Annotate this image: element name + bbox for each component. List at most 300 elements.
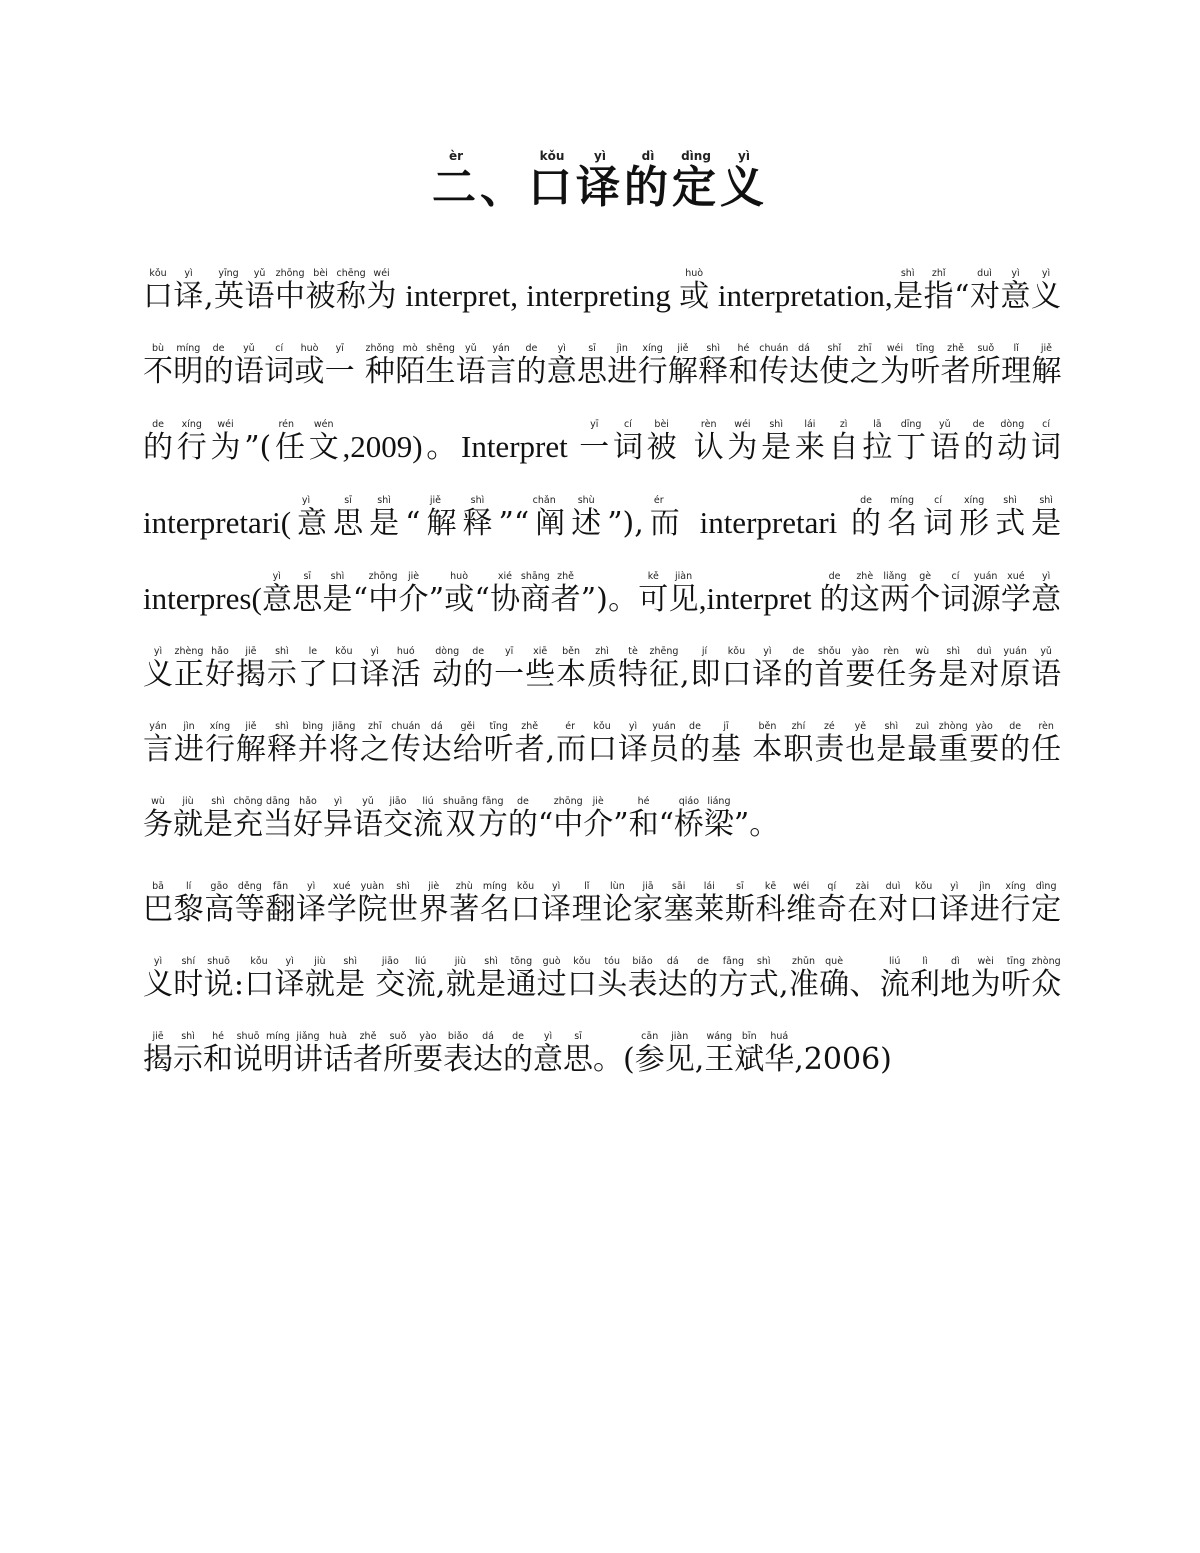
pinyin: yán <box>486 343 517 354</box>
punctuation: ”)。 <box>580 582 639 617</box>
document-body <box>143 258 1061 1097</box>
hanzi: 在 <box>847 892 878 927</box>
pinyin: zhě <box>514 721 545 732</box>
hanzi-with-pinyin <box>476 956 507 1002</box>
hanzi: 科 <box>755 892 787 927</box>
hanzi-with-pinyin <box>1031 881 1062 927</box>
hanzi-with-pinyin <box>143 419 177 465</box>
hanzi: 口 <box>908 892 940 927</box>
pinyin: jiù <box>173 796 203 807</box>
pinyin: yì <box>143 956 174 967</box>
hanzi: 释 <box>698 354 729 389</box>
pinyin: yuán <box>970 571 1001 582</box>
hanzi: 莱 <box>694 892 725 927</box>
pinyin: kǒu <box>587 721 618 732</box>
hanzi: 词 <box>923 506 960 541</box>
pinyin: yǔ <box>929 419 960 430</box>
hanzi: 名 <box>479 892 511 927</box>
pinyin: jiàn <box>664 1031 695 1042</box>
hanzi: 活 <box>390 657 422 692</box>
pinyin: rèn <box>693 419 724 430</box>
punctuation <box>680 430 693 465</box>
hanzi: 要 <box>413 1042 443 1077</box>
pinyin: rén <box>271 419 302 430</box>
hanzi-with-pinyin <box>1000 956 1032 1002</box>
hanzi-with-pinyin <box>816 881 848 927</box>
hanzi: 原 <box>1000 657 1032 692</box>
hanzi: 可 <box>638 582 669 617</box>
punctuation <box>355 354 365 389</box>
pinyin: jiě <box>420 495 451 506</box>
hanzi: 表 <box>443 1042 473 1077</box>
punctuation: “ <box>537 807 554 842</box>
pinyin: fāng <box>477 796 508 807</box>
pinyin: jìn <box>173 721 204 732</box>
pinyin: huá <box>764 1031 795 1042</box>
hanzi-with-pinyin <box>477 796 508 842</box>
hanzi: 就 <box>445 967 477 1002</box>
pinyin: jiāo <box>375 956 406 967</box>
hanzi: 为 <box>970 967 1001 1002</box>
hanzi: 务 <box>143 807 173 842</box>
hanzi: 是 <box>1031 506 1062 541</box>
hanzi-with-pinyin <box>357 881 388 927</box>
pinyin: shuō <box>233 1031 263 1042</box>
hanzi-with-pinyin <box>969 881 1001 927</box>
hanzi-with-pinyin <box>612 419 647 465</box>
pinyin: zhōng <box>368 571 399 582</box>
hanzi-with-pinyin <box>849 343 880 389</box>
hanzi-with-pinyin <box>483 721 515 767</box>
pinyin: yì <box>720 149 768 163</box>
pinyin: wéi <box>879 343 910 354</box>
punctuation: ( <box>623 1042 635 1077</box>
latin-text: interpret, interpreting <box>397 278 680 313</box>
hanzi-with-pinyin <box>204 881 235 927</box>
hanzi-with-pinyin <box>710 721 742 767</box>
hanzi-with-pinyin <box>758 343 790 389</box>
pinyin: hé <box>728 343 759 354</box>
pinyin: jiē <box>143 1031 173 1042</box>
hanzi-with-pinyin <box>724 881 756 927</box>
hanzi: 所 <box>383 1042 413 1077</box>
hanzi-with-pinyin <box>520 571 551 617</box>
hanzi: 解 <box>1031 354 1062 389</box>
punctuation <box>422 657 433 692</box>
hanzi: 明 <box>263 1042 293 1077</box>
punctuation: “ <box>474 582 490 617</box>
pinyin: shí <box>173 956 204 967</box>
pinyin: děng <box>234 881 265 892</box>
hanzi: 任 <box>1031 732 1062 767</box>
pinyin: zhèng <box>173 646 204 657</box>
pinyin: tīng <box>483 721 514 732</box>
pinyin: zhǔn <box>788 956 819 967</box>
hanzi: 质 <box>587 657 619 692</box>
pinyin: wéi <box>786 881 817 892</box>
pinyin: sī <box>292 571 323 582</box>
hanzi-with-pinyin <box>383 1031 413 1077</box>
latin-text: interpretari( <box>143 505 292 540</box>
latin-text: interpretari <box>685 505 852 540</box>
hanzi: 生 <box>425 354 456 389</box>
pinyin: lái <box>694 881 725 892</box>
pinyin: cí <box>940 571 971 582</box>
pinyin: ér <box>555 721 586 732</box>
hanzi: 而 <box>643 506 686 541</box>
pinyin: lā <box>862 419 893 430</box>
hanzi-with-pinyin <box>525 646 557 692</box>
hanzi-with-pinyin <box>266 721 298 767</box>
hanzi: 职 <box>783 732 815 767</box>
hanzi: 者 <box>550 582 581 617</box>
hanzi-with-pinyin <box>910 343 941 389</box>
hanzi: 的 <box>463 657 495 692</box>
pinyin: xié <box>489 571 520 582</box>
hanzi-with-pinyin <box>443 1031 473 1077</box>
hanzi-with-pinyin <box>353 796 383 842</box>
pinyin: liǎng <box>879 571 910 582</box>
hanzi: 黎 <box>173 892 205 927</box>
hanzi: 是 <box>476 967 507 1002</box>
pinyin: shì <box>995 495 1026 506</box>
pinyin: zhǐ <box>923 268 954 279</box>
pinyin: yǔ <box>244 268 275 279</box>
hanzi: 表 <box>627 967 658 1002</box>
hanzi-with-pinyin <box>455 343 487 389</box>
pinyin: jiā <box>633 881 664 892</box>
pinyin: yǔ <box>233 343 264 354</box>
pinyin: chuán <box>758 343 789 354</box>
punctuation: ”), <box>607 506 644 541</box>
hanzi-with-pinyin <box>369 495 406 541</box>
hanzi: 的 <box>1000 732 1032 767</box>
hanzi-with-pinyin <box>679 268 710 314</box>
hanzi-with-pinyin <box>383 796 413 842</box>
pinyin: kǒu <box>908 881 939 892</box>
hanzi: 的 <box>963 430 998 465</box>
hanzi-with-pinyin <box>173 956 204 1002</box>
hanzi-with-pinyin <box>143 721 174 767</box>
hanzi: 个 <box>910 582 941 617</box>
hanzi: 定 <box>672 162 720 213</box>
hanzi-with-pinyin <box>819 571 850 617</box>
hanzi-with-pinyin <box>627 956 658 1002</box>
hanzi-with-pinyin <box>425 343 456 389</box>
hanzi: 了 <box>297 657 329 692</box>
hanzi: 二 <box>432 162 480 213</box>
hanzi-with-pinyin <box>828 419 863 465</box>
hanzi-with-pinyin <box>959 495 996 541</box>
hanzi-with-pinyin <box>879 571 911 617</box>
hanzi-with-pinyin <box>1031 343 1062 389</box>
pinyin: liú <box>405 956 436 967</box>
hanzi-with-pinyin <box>862 419 897 465</box>
pinyin: yì <box>1031 268 1061 279</box>
hanzi-with-pinyin <box>1031 646 1062 692</box>
pinyin: zhí <box>783 721 814 732</box>
hanzi-with-pinyin <box>579 419 613 465</box>
hanzi: 一 <box>579 430 613 465</box>
hanzi-with-pinyin <box>637 343 668 389</box>
pinyin: yī <box>324 343 355 354</box>
hanzi: 对 <box>969 657 1001 692</box>
punctuation: ” <box>498 506 514 541</box>
hanzi-with-pinyin <box>308 419 343 465</box>
hanzi-with-pinyin <box>602 881 633 927</box>
pinyin: tōng <box>506 956 537 967</box>
hanzi: 文 <box>308 430 343 465</box>
pinyin: yì <box>533 1031 563 1042</box>
hanzi: 译 <box>576 162 624 213</box>
hanzi: 对 <box>878 892 909 927</box>
pinyin: sāi <box>663 881 694 892</box>
hanzi-with-pinyin <box>421 721 453 767</box>
hanzi: 见 <box>664 1042 695 1077</box>
pinyin: kǒu <box>528 149 576 163</box>
pinyin: wéi <box>366 268 397 279</box>
punctuation: , <box>435 967 446 1002</box>
hanzi: 词 <box>612 430 647 465</box>
hanzi: 进 <box>969 892 1001 927</box>
pinyin: běn <box>752 721 783 732</box>
hanzi-with-pinyin <box>418 881 450 927</box>
hanzi: 论 <box>602 892 633 927</box>
hanzi-with-pinyin <box>204 721 236 767</box>
hanzi: 之 <box>849 354 880 389</box>
hanzi: 的 <box>679 732 711 767</box>
punctuation: ” <box>428 582 445 617</box>
hanzi-with-pinyin <box>473 1031 503 1077</box>
hanzi-with-pinyin <box>463 646 495 692</box>
hanzi-with-pinyin <box>143 646 174 692</box>
hanzi: 特 <box>618 657 649 692</box>
pinyin: liáng <box>703 796 734 807</box>
hanzi: 异 <box>323 807 353 842</box>
hanzi: 桥 <box>673 807 704 842</box>
pinyin: kǒu <box>244 956 274 967</box>
hanzi-with-pinyin <box>203 956 234 1002</box>
hanzi: 式 <box>995 506 1032 541</box>
hanzi-with-pinyin <box>335 956 366 1002</box>
pinyin: zhòng <box>938 721 969 732</box>
hanzi: 责 <box>814 732 846 767</box>
hanzi: 中 <box>275 279 306 314</box>
hanzi-with-pinyin <box>328 721 360 767</box>
hanzi-with-pinyin <box>643 495 686 541</box>
latin-text: ,2009)。Interpret <box>342 429 580 464</box>
hanzi: 准 <box>788 967 820 1002</box>
hanzi: 达 <box>473 1042 503 1077</box>
hanzi: 斌 <box>734 1042 765 1077</box>
hanzi-with-pinyin <box>266 646 298 692</box>
pinyin: yán <box>143 721 173 732</box>
hanzi: 利 <box>910 967 941 1002</box>
hanzi-with-pinyin <box>938 721 970 767</box>
hanzi-with-pinyin <box>364 343 396 389</box>
punctuation: , <box>545 732 556 767</box>
pinyin: jiě <box>235 721 266 732</box>
hanzi-with-pinyin <box>390 646 422 692</box>
hanzi-with-pinyin <box>939 881 970 927</box>
pinyin: zhě <box>940 343 971 354</box>
pinyin: jiě <box>1031 343 1062 354</box>
hanzi: 商 <box>520 582 551 617</box>
pinyin: wù <box>143 796 173 807</box>
hanzi-with-pinyin <box>556 646 588 692</box>
pinyin: rèn <box>1031 721 1062 732</box>
pinyin: yì <box>274 956 305 967</box>
pinyin: cí <box>923 495 954 506</box>
hanzi: 流 <box>413 807 443 842</box>
pinyin: lǐ <box>571 881 602 892</box>
hanzi: 是 <box>322 582 353 617</box>
hanzi-with-pinyin <box>969 721 1001 767</box>
hanzi: 口 <box>143 279 174 314</box>
pinyin: shì <box>173 1031 203 1042</box>
hanzi-with-pinyin <box>486 343 517 389</box>
hanzi: 任 <box>876 657 908 692</box>
hanzi-with-pinyin <box>398 571 429 617</box>
pinyin: lùn <box>602 881 633 892</box>
hanzi-with-pinyin <box>571 495 608 541</box>
hanzi-with-pinyin <box>721 646 753 692</box>
pinyin: de <box>963 419 994 430</box>
hanzi-with-pinyin <box>970 343 1002 389</box>
hanzi: 思 <box>333 506 370 541</box>
pinyin: shāng <box>520 571 551 582</box>
punctuation: ” <box>613 807 629 842</box>
pinyin: shì <box>876 721 907 732</box>
hanzi-with-pinyin <box>634 1031 665 1077</box>
pinyin: zhè <box>849 571 880 582</box>
hanzi: 阐 <box>529 506 572 541</box>
pinyin: yuán <box>1000 646 1031 657</box>
hanzi: 名 <box>887 506 924 541</box>
pinyin: yào <box>845 646 876 657</box>
hanzi: 众 <box>1031 967 1062 1002</box>
pinyin: kǒu <box>510 881 541 892</box>
pinyin: sī <box>563 1031 593 1042</box>
hanzi-with-pinyin <box>664 1031 695 1077</box>
hanzi: 对 <box>969 279 1001 314</box>
hanzi: 译 <box>939 892 970 927</box>
hanzi-with-pinyin <box>940 571 971 617</box>
pinyin: shēng <box>425 343 456 354</box>
hanzi: 词 <box>940 582 971 617</box>
hanzi: 奇 <box>816 892 848 927</box>
hanzi: 拉 <box>862 430 897 465</box>
hanzi: 达 <box>789 354 820 389</box>
pinyin: shì <box>476 956 507 967</box>
hanzi-with-pinyin <box>479 881 511 927</box>
pinyin: xué <box>326 881 357 892</box>
hanzi-with-pinyin <box>607 343 638 389</box>
hanzi: 行 <box>1000 892 1032 927</box>
hanzi-with-pinyin <box>274 956 305 1002</box>
hanzi-with-pinyin <box>444 571 475 617</box>
pinyin: xiē <box>525 646 556 657</box>
hanzi-with-pinyin <box>503 1031 533 1077</box>
pinyin: dì <box>940 956 971 967</box>
hanzi: 也 <box>845 732 877 767</box>
hanzi-with-pinyin <box>541 881 572 927</box>
hanzi-with-pinyin <box>324 343 356 389</box>
hanzi-with-pinyin <box>887 495 924 541</box>
hanzi: 院 <box>357 892 388 927</box>
hanzi-with-pinyin <box>649 721 680 767</box>
hanzi-with-pinyin <box>432 646 464 692</box>
hanzi-with-pinyin <box>291 495 334 541</box>
hanzi: 好 <box>293 807 323 842</box>
hanzi: 说 <box>203 967 234 1002</box>
pinyin: xíng <box>637 343 668 354</box>
hanzi-with-pinyin <box>969 646 1001 692</box>
hanzi: 著 <box>449 892 480 927</box>
pinyin: huà <box>323 1031 353 1042</box>
hanzi-with-pinyin <box>271 419 309 465</box>
hanzi: 示 <box>266 657 298 692</box>
hanzi: 高 <box>204 892 235 927</box>
hanzi-with-pinyin <box>783 646 815 692</box>
pinyin: cí <box>264 343 295 354</box>
pinyin: guò <box>536 956 567 967</box>
pinyin: bù <box>143 343 173 354</box>
hanzi: 语 <box>233 354 265 389</box>
pinyin: míng <box>263 1031 293 1042</box>
hanzi-with-pinyin <box>333 495 370 541</box>
hanzi-with-pinyin <box>764 1031 795 1077</box>
hanzi: 将 <box>328 732 360 767</box>
hanzi: 头 <box>597 967 628 1002</box>
pinyin: kē <box>755 881 786 892</box>
hanzi-with-pinyin <box>571 881 603 927</box>
hanzi: 揭 <box>143 1042 173 1077</box>
hanzi-with-pinyin <box>908 881 940 927</box>
hanzi-with-pinyin <box>203 343 234 389</box>
hanzi: 最 <box>907 732 939 767</box>
pinyin: de <box>851 495 882 506</box>
pinyin: shì <box>369 495 400 506</box>
hanzi-with-pinyin <box>703 796 734 842</box>
hanzi-with-pinyin <box>293 796 323 842</box>
hanzi-with-pinyin <box>1031 721 1062 767</box>
pinyin: zhōng <box>275 268 306 279</box>
hanzi: 学 <box>1000 582 1032 617</box>
hanzi: 达 <box>657 967 689 1002</box>
pinyin: huó <box>390 646 421 657</box>
hanzi-with-pinyin <box>263 1031 293 1077</box>
pinyin: kǒu <box>328 646 359 657</box>
pinyin: dá <box>789 343 820 354</box>
hanzi-with-pinyin <box>275 268 306 314</box>
hanzi: 一 <box>494 657 526 692</box>
pinyin: liú <box>413 796 443 807</box>
hanzi-with-pinyin <box>694 881 725 927</box>
hanzi-with-pinyin <box>359 646 391 692</box>
pinyin: xíng <box>959 495 990 506</box>
hanzi: 译 <box>618 732 650 767</box>
hanzi: 解 <box>420 506 463 541</box>
hanzi-with-pinyin <box>336 268 367 314</box>
hanzi: 听 <box>910 354 941 389</box>
hanzi-with-pinyin <box>265 881 297 927</box>
hanzi-with-pinyin <box>910 956 941 1002</box>
hanzi-with-pinyin <box>449 881 480 927</box>
hanzi-with-pinyin <box>536 956 567 1002</box>
hanzi-with-pinyin <box>405 956 436 1002</box>
pinyin: kǒu <box>143 268 173 279</box>
